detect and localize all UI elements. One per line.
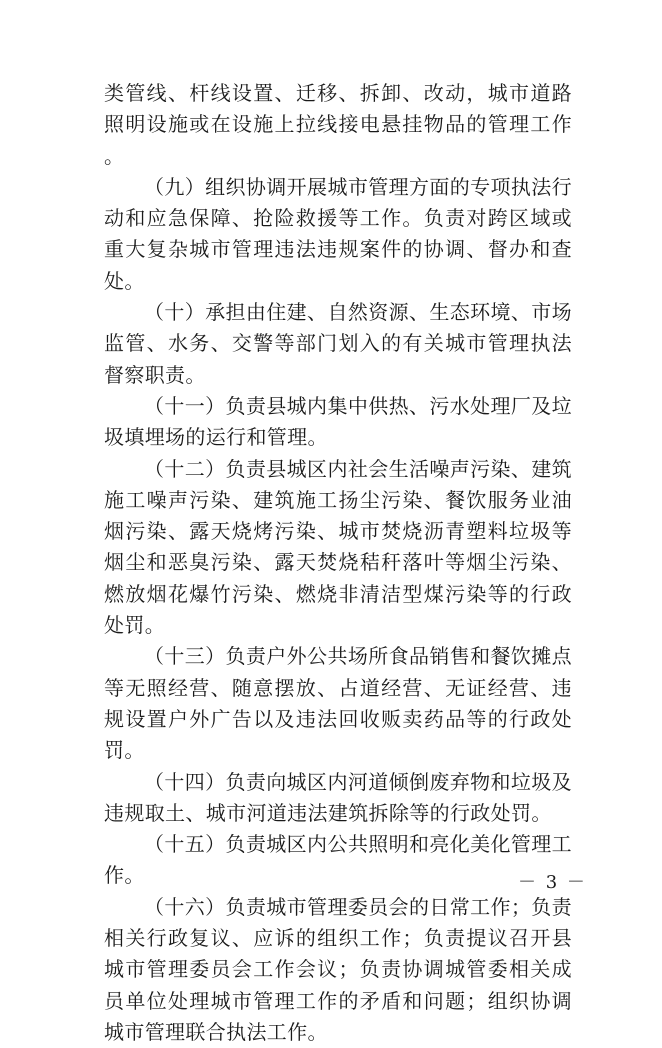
paragraph-item-12: （十二）负责县城区内社会生活噪声污染、建筑施工噪声污染、建筑施工扬尘污染、餐饮服务业油烟污染、露天烧烤污染、城市焚烧沥青塑料垃圾等烟尘和恶臭污染、露天焚烧秸秆落叶等烟尘污染、燃放烟花爆竹污染、燃烧非清洁型煤污染等的行政处罚。 [104,456,572,638]
paragraph-continuation: 类管线、杆线设置、迁移、拆卸、改动，城市道路照明设施或在设施上拉线接电悬挂物品的管理工作。 [104,81,572,168]
page-number: － 3 － [518,872,587,893]
paragraph-item-11: （十一）负责县城内集中供热、污水处理厂及垃圾填埋场的运行和管理。 [104,393,572,450]
paragraph-item-13: （十三）负责户外公共场所食品销售和餐饮摊点等无照经营、随意摆放、占道经营、无证经营、违规设置户外广告以及违法回收贩卖药品等的行政处罚。 [104,644,572,763]
paragraph-item-16: （十六）负责城市管理委员会的日常工作；负责相关行政复议、应诉的组织工作；负责提议召开县城市管理委员会工作会议；负责协调城管委相关成员单位处理城市管理工作的矛盾和问题；组织协调城市管理联合执法工作。 [104,894,572,1044]
document-body [104,78,572,1048]
paragraph-item-9: （九）组织协调开展城市管理方面的专项执法行动和应急保障、抢险救援等工作。负责对跨区域或重大复杂城市管理违法违规案件的协调、督办和查处。 [104,174,572,293]
paragraph-item-15: （十五）负责城区内公共照明和亮化美化管理工作。 [104,832,572,888]
paragraph-item-14: （十四）负责向城区内河道倾倒废弃物和垃圾及违规取土、城市河道违法建筑拆除等的行政处罚。 [104,769,572,825]
paragraph-item-10: （十）承担由住建、自然资源、生态环境、市场监管、水务、交警等部门划入的有关城市管理执法督察职责。 [104,300,572,387]
